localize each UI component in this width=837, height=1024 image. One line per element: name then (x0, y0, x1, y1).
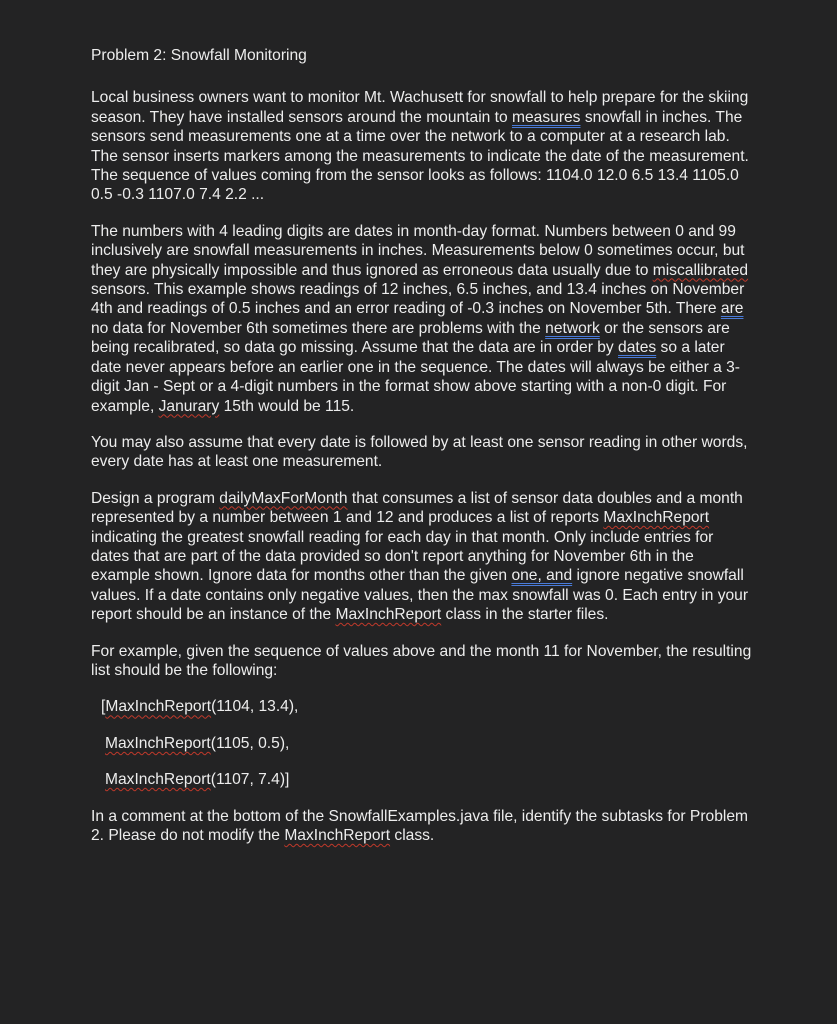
paragraph-design: Design a program dailyMaxForMonth that consumes a list of sensor data doubles and a month represented by a number between 1 and 12 and produces a list of reports MaxInchReport indicating the greatest snowfall reading for each day in that month. Only include entries for dates that are part of the data provided so don't report anything for November 6th in the example shown. Ignore data for months other than the given one, and ignore negative snowfall values. If a date contains only negative values, then the max snowfall was 0. Each entry in your report should be an instance of the MaxInchReport class in the starter files. (91, 489, 749, 624)
paragraph-comment-instructions: In a comment at the bottom of the SnowfallExamples.java file, identify the subtasks for Problem 2. Please do not modify the MaxInchReport class. (91, 807, 748, 844)
paragraph-example: For example, given the sequence of values above and the month 11 for November, the resulting list should be the following: (91, 642, 752, 679)
paragraph-intro: Local business owners want to monitor Mt. Wachusett for snowfall to help prepare for the skiing season. They have installed sensors around the mountain to measures snowfall in inches. The sensors send measurements one at a time over the network to a computer at a research lab. The sensor inserts markers among the measurements to indicate the date of the measurement. The sequence of values coming from the sensor looks as follows: 1104.0 12.0 6.5 13.4 1105.0 0.5 -0.3 1107.0 7.4 2.2 ... (91, 89, 749, 204)
spelling-flag-maxinchreport[interactable]: MaxInchReport (284, 827, 391, 844)
spelling-flag-dailymaxformonth[interactable]: dailyMaxForMonth (219, 489, 348, 507)
spelling-flag-miscallibrated[interactable]: miscallibrated (652, 261, 749, 279)
spelling-flag-maxinchreport[interactable]: MaxInchReport (105, 698, 212, 716)
grammar-flag-one-and[interactable]: one, and (511, 567, 573, 585)
grammar-flag-measures[interactable]: measures (512, 108, 581, 126)
list-item: MaxInchReport(1107, 7.4)] (105, 771, 290, 789)
paragraph-data-format: The numbers with 4 leading digits are dates in month-day format. Numbers between 0 and 99 inclusively are snowfall measurements in inches. Measurements below 0 sometimes occur, but they are physically impossible and thus ignored as erroneous data usually due to miscallibrated sensors. This example shows readings of 12 inches, 6.5 inches, and 13.4 inches on November 4th and readings of 0.5 inches and an error reading of -0.3 inches on November 5th. There are no data for November 6th sometimes there are problems with the network or the sensors are being recalibrated, so data go missing. Assume that the data are in order by dates so a later date never appears before an earlier one in the sequence. The dates will always be either a 3-digit Jan - Sept or a 4-digit numbers in the format show above starting with a non-0 digit. For example, Janurary 15th would be 115. (91, 222, 749, 415)
spelling-flag-maxinchreport[interactable]: MaxInchReport (105, 734, 211, 752)
spelling-flag-maxinchreport[interactable]: MaxInchReport (603, 509, 710, 527)
list-item: [MaxInchReport(1104, 13.4), (101, 698, 299, 716)
spelling-flag-maxinchreport[interactable]: MaxInchReport (335, 606, 442, 624)
grammar-flag-network[interactable]: network (545, 319, 600, 337)
grammar-flag-are[interactable]: are (720, 300, 744, 318)
spelling-flag-maxinchreport[interactable]: MaxInchReport (105, 771, 211, 789)
document-body (91, 46, 755, 862)
problem-title: Problem 2: Snowfall Monitoring (91, 47, 307, 64)
spelling-flag-janurary[interactable]: Janurary (158, 397, 220, 415)
grammar-flag-dates[interactable]: dates (618, 339, 657, 357)
list-item: MaxInchReport(1105, 0.5), (105, 734, 290, 752)
paragraph-assumption: You may also assume that every date is followed by at least one sensor reading in other words, every date has at least one measurement. (91, 433, 748, 471)
